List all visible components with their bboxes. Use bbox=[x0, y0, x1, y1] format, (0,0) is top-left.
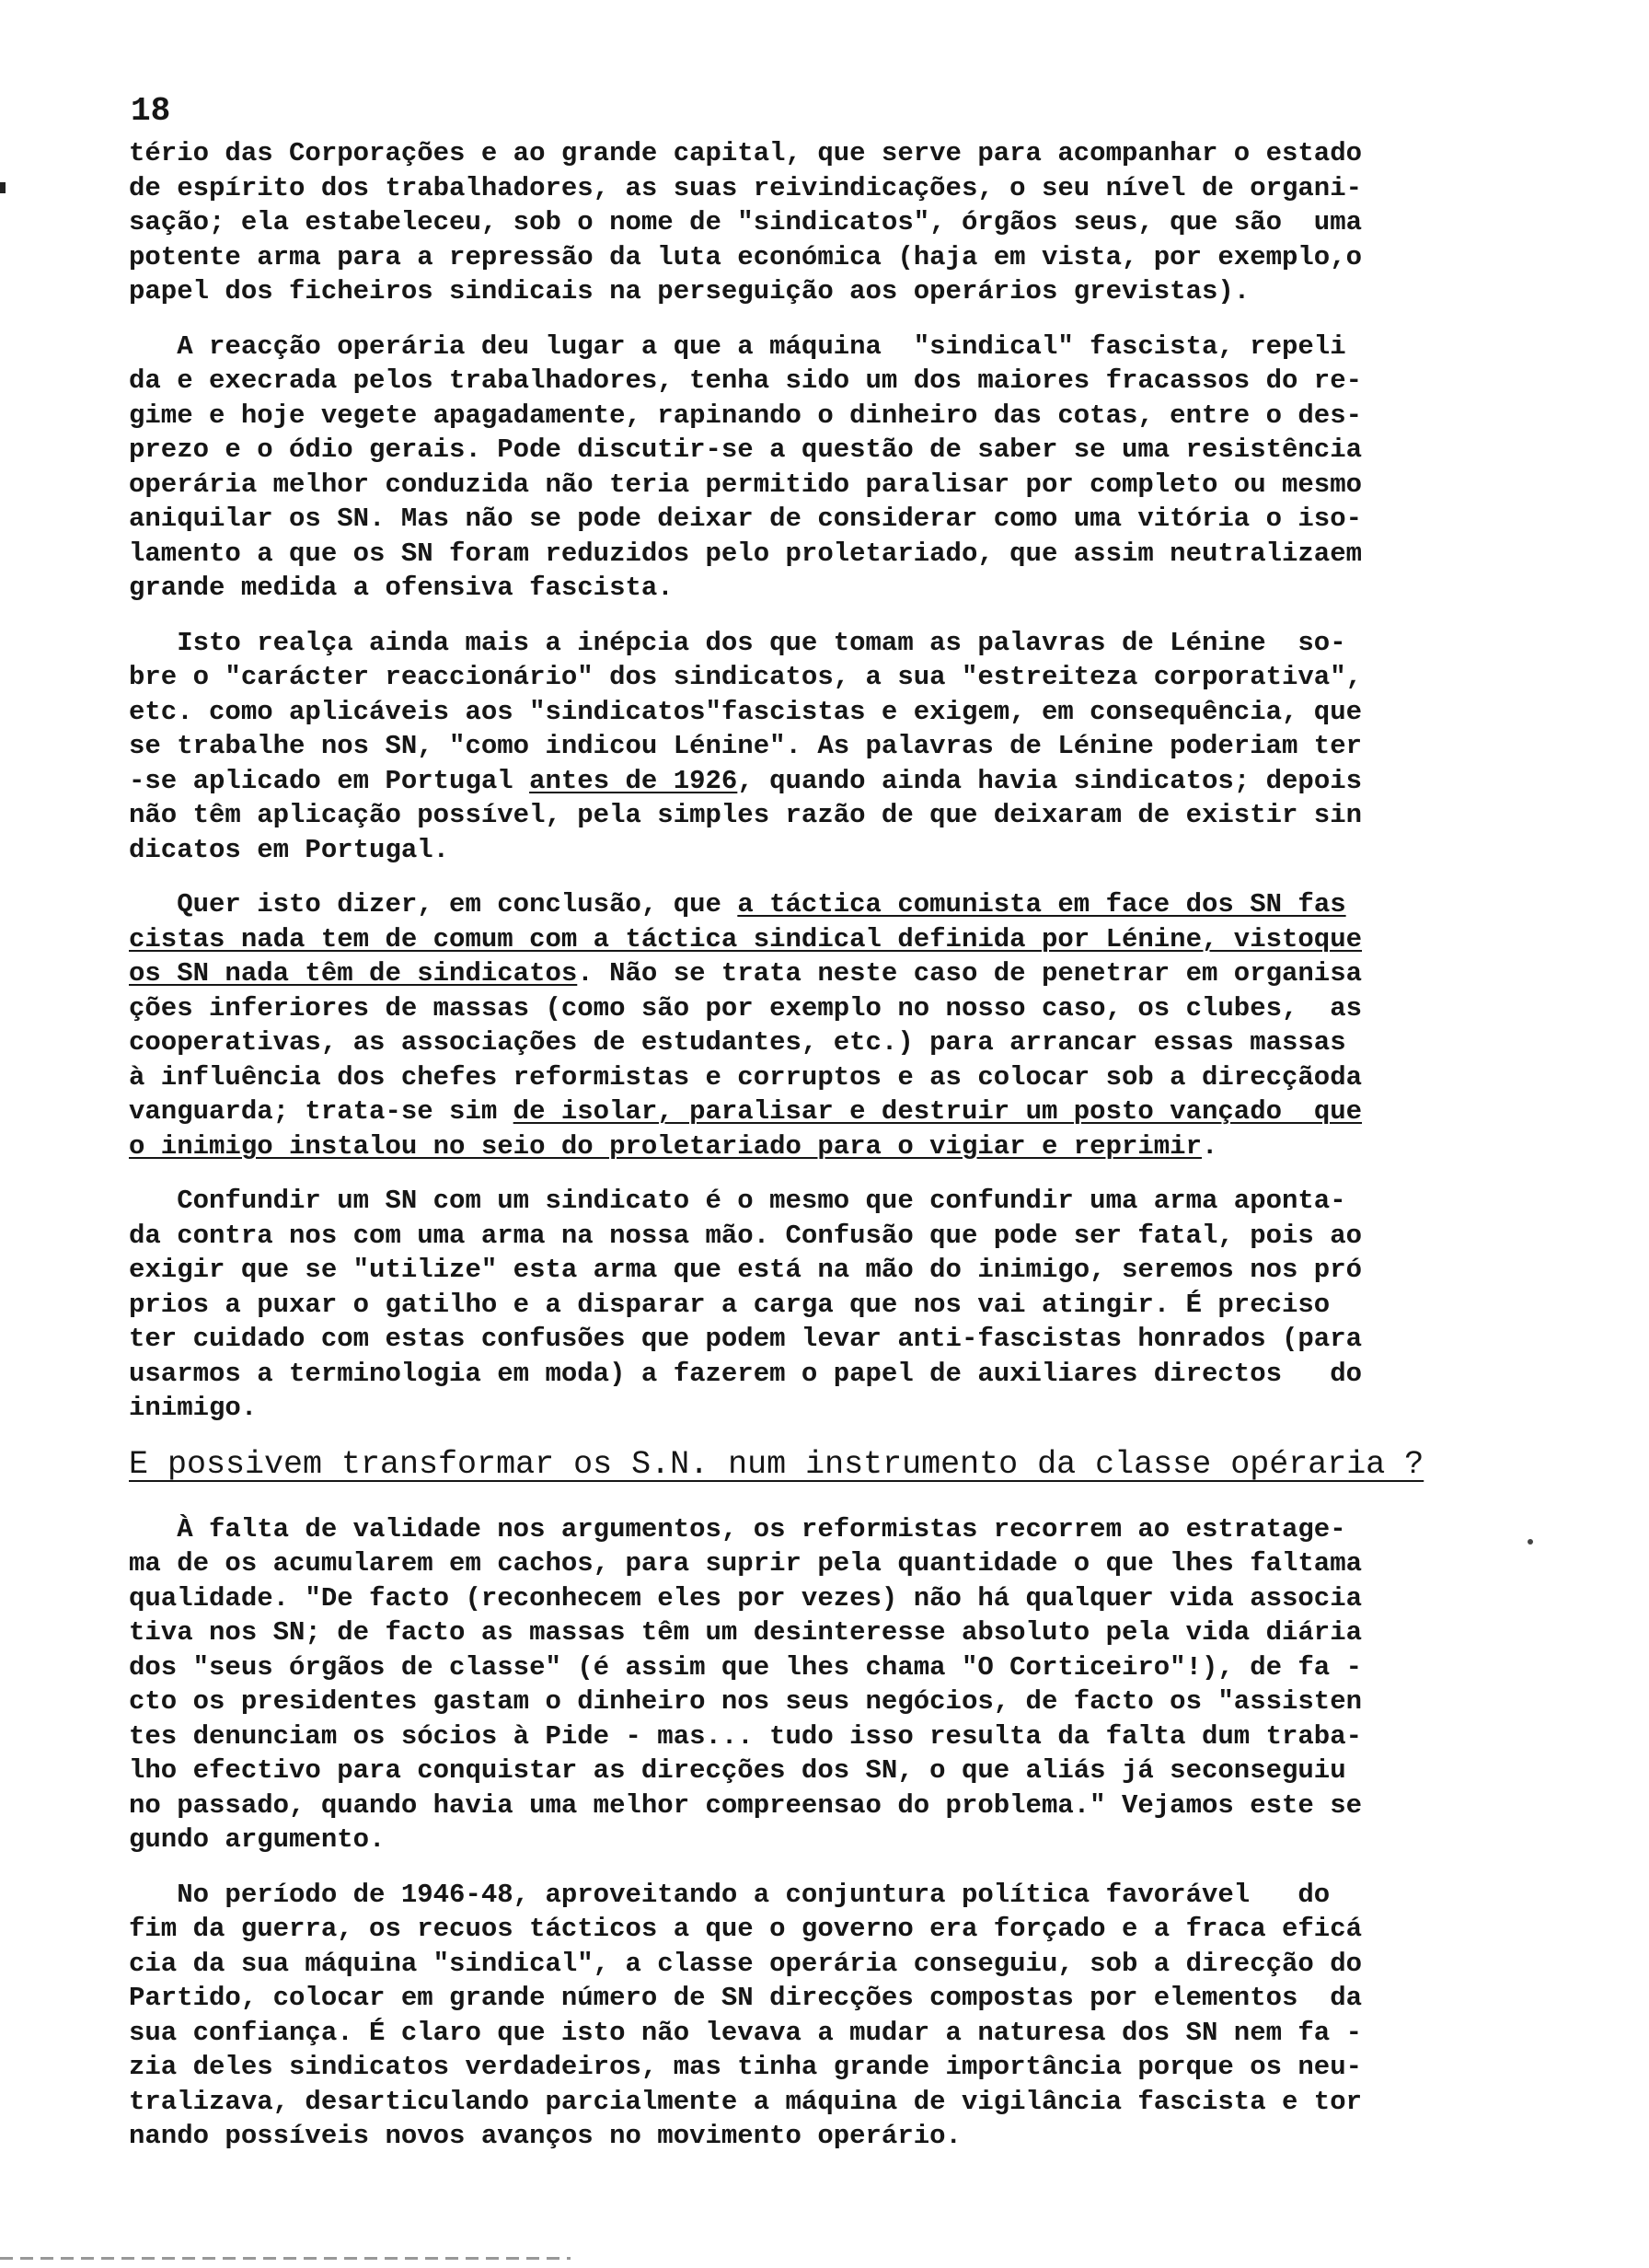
text-line: À falta de validade nos argumentos, os reformistas recorrem ao estratage- bbox=[129, 1513, 1346, 1545]
text-line: qualidade. "De facto (reconhecem eles por vezes) não há qualquer vida associa bbox=[129, 1582, 1363, 1614]
text-line: sua confiança. É claro que isto não levava a mudar a naturesa dos SN nem fa - bbox=[129, 2017, 1363, 2048]
text-line: prios a puxar o gatilho e a disparar a carga que nos vai atingir. É preciso bbox=[129, 1289, 1331, 1320]
text-line: Quer isto dizer, em conclusão, que a táctica comunista em face dos SN fas bbox=[129, 889, 1346, 920]
text-line: bre o "carácter reaccionário" dos sindicatos, a sua "estreiteza corporativa", bbox=[129, 662, 1363, 692]
text-line: inimigo. bbox=[129, 1393, 258, 1423]
scan-edge-artifact bbox=[0, 2257, 571, 2260]
scan-speck bbox=[1528, 1539, 1533, 1545]
text-line: os SN nada têm de sindicatos. Não se trata neste caso de penetrar em organisa bbox=[129, 958, 1363, 989]
text-line: sação; ela estabeleceu, sob o nome de "sindicatos", órgãos seus, que são uma bbox=[129, 207, 1363, 237]
paragraph bbox=[129, 330, 1520, 606]
section-after-heading bbox=[129, 1512, 1520, 2154]
text-line: dos "seus órgãos de classe" (é assim que lhes chama "O Corticeiro"!), de fa - bbox=[129, 1651, 1363, 1683]
text-line: à influência dos chefes reformistas e corruptos e as colocar sob a direcçãoda bbox=[129, 1061, 1363, 1093]
text-line: tralizava, desarticulando parcialmente a máquina de vigilância fascista e tor bbox=[129, 2086, 1363, 2117]
text-line: cooperativas, as associações de estudantes, etc.) para arrancar essas massas bbox=[129, 1027, 1346, 1058]
text-line: vanguarda; trata-se sim de isolar, paralisar e destruir um posto vançado que bbox=[129, 1096, 1363, 1127]
paragraph bbox=[129, 1878, 1520, 2154]
text-line: nando possíveis novos avanços no movimento operário. bbox=[129, 2121, 962, 2151]
text-line: ções inferiores de massas (como são por exemplo no nosso caso, os clubes, as bbox=[129, 992, 1363, 1024]
text-line: Isto realça ainda mais a inépcia dos que tomam as palavras de Lénine so- bbox=[129, 627, 1346, 658]
text-line: exigir que se "utilize" esta arma que está na mão do inimigo, seremos nos pró bbox=[129, 1255, 1363, 1285]
text-line: lho efectivo para conquistar as direcções dos SN, o que aliás já seconseguiu bbox=[129, 1755, 1346, 1786]
text-line: lamento a que os SN foram reduzidos pelo proletariado, que assim neutralizaem bbox=[129, 538, 1363, 569]
text-line: gundo argumento. bbox=[129, 1824, 386, 1855]
text-line: da e execrada pelos trabalhadores, tenha sido um dos maiores fracassos do re- bbox=[129, 365, 1363, 396]
paragraph bbox=[129, 887, 1520, 1163]
text-line: tiva nos SN; de facto as massas têm um desinteresse absoluto pela vida diária bbox=[129, 1617, 1363, 1648]
text-line: potente arma para a repressão da luta económica (haja em vista, por exemplo,o bbox=[129, 241, 1363, 272]
text-line: cto os presidentes gastam o dinheiro nos seus negócios, de facto os "assisten bbox=[129, 1686, 1363, 1717]
text-line: Partido, colocar em grande número de SN direcções compostas por elementos da bbox=[129, 1983, 1363, 2013]
document-body bbox=[129, 136, 1520, 2174]
text-line: tério das Corporações e ao grande capital, que serve para acompanhar o estado bbox=[129, 138, 1363, 168]
text-line: no passado, quando havia uma melhor compreensao do problema." Vejamos este se bbox=[129, 1789, 1363, 1821]
text-line: A reacção operária deu lugar a que a máquina "sindical" fascista, repeli bbox=[129, 330, 1346, 362]
text-line: grande medida a ofensiva fascista. bbox=[129, 573, 674, 603]
text-line: de espírito dos trabalhadores, as suas reivindicações, o seu nível de organi- bbox=[129, 172, 1363, 203]
paragraph bbox=[129, 626, 1520, 868]
text-line: Confundir um SN com um sindicato é o mesmo que confundir uma arma aponta- bbox=[129, 1186, 1346, 1216]
text-line: aniquilar os SN. Mas não se pode deixar de considerar como uma vitória o iso- bbox=[129, 503, 1363, 534]
text-line: papel dos ficheiros sindicais na perseguição aos operários grevistas). bbox=[129, 276, 1251, 307]
text-line: prezo e o ódio gerais. Pode discutir-se a questão de saber se uma resistência bbox=[129, 434, 1363, 465]
paragraph bbox=[129, 136, 1520, 309]
page-number: 18 bbox=[131, 92, 171, 130]
text-line: No período de 1946-48, aproveitando a conjuntura política favorável do bbox=[129, 1879, 1331, 1910]
text-line: usarmos a terminologia em moda) a fazerem o papel de auxiliares directos do bbox=[129, 1358, 1363, 1389]
text-line: não têm aplicação possível, pela simples razão de que deixaram de existir sin bbox=[129, 800, 1363, 830]
text-line: se trabalhe nos SN, "como indicou Lénine". As palavras de Lénine poderiam ter bbox=[129, 731, 1363, 761]
text-line: ter cuidado com estas confusões que podem levar anti-fascistas honrados (para bbox=[129, 1324, 1363, 1354]
text-line: da contra nos com uma arma na nossa mão. Confusão que pode ser fatal, pois ao bbox=[129, 1220, 1363, 1251]
section-before-heading bbox=[129, 136, 1520, 1426]
text-line: etc. como aplicáveis aos "sindicatos"fascistas e exigem, em consequência, que bbox=[129, 696, 1363, 727]
text-line: cistas nada tem de comum com a táctica sindical definida por Lénine, vistoque bbox=[129, 923, 1363, 955]
text-line: gime e hoje vegete apagadamente, rapinando o dinheiro das cotas, entre o des- bbox=[129, 399, 1363, 431]
text-line: -se aplicado em Portugal antes de 1926, quando ainda havia sindicatos; depois bbox=[129, 765, 1363, 796]
text-line: zia deles sindicatos verdadeiros, mas tinha grande importância porque os neu- bbox=[129, 2052, 1363, 2082]
text-line: cia da sua máquina "sindical", a classe operária conseguiu, sob a direcção do bbox=[129, 1948, 1363, 1979]
scan-margin-mark bbox=[0, 182, 6, 193]
text-line: o inimigo instalou no seio do proletariado para o vigiar e reprimir. bbox=[129, 1130, 1218, 1162]
text-line: dicatos em Portugal. bbox=[129, 834, 450, 865]
text-line: ma de os acumularem em cachos, para suprir pela quantidade o que lhes faltama bbox=[129, 1548, 1363, 1579]
text-line: operária melhor conduzida não teria permitido paralisar por completo ou mesmo bbox=[129, 469, 1363, 500]
text-line: fim da guerra, os recuos tácticos a que o governo era forçado e a fraca eficá bbox=[129, 1914, 1363, 1944]
paragraph bbox=[129, 1184, 1520, 1426]
text-line: tes denunciam os sócios à Pide - mas... tudo isso resulta da falta dum traba- bbox=[129, 1720, 1363, 1752]
section-heading: E possivem transformar os S.N. num instrumento da classe opéraria ? bbox=[129, 1445, 1424, 1483]
paragraph bbox=[129, 1512, 1520, 1857]
